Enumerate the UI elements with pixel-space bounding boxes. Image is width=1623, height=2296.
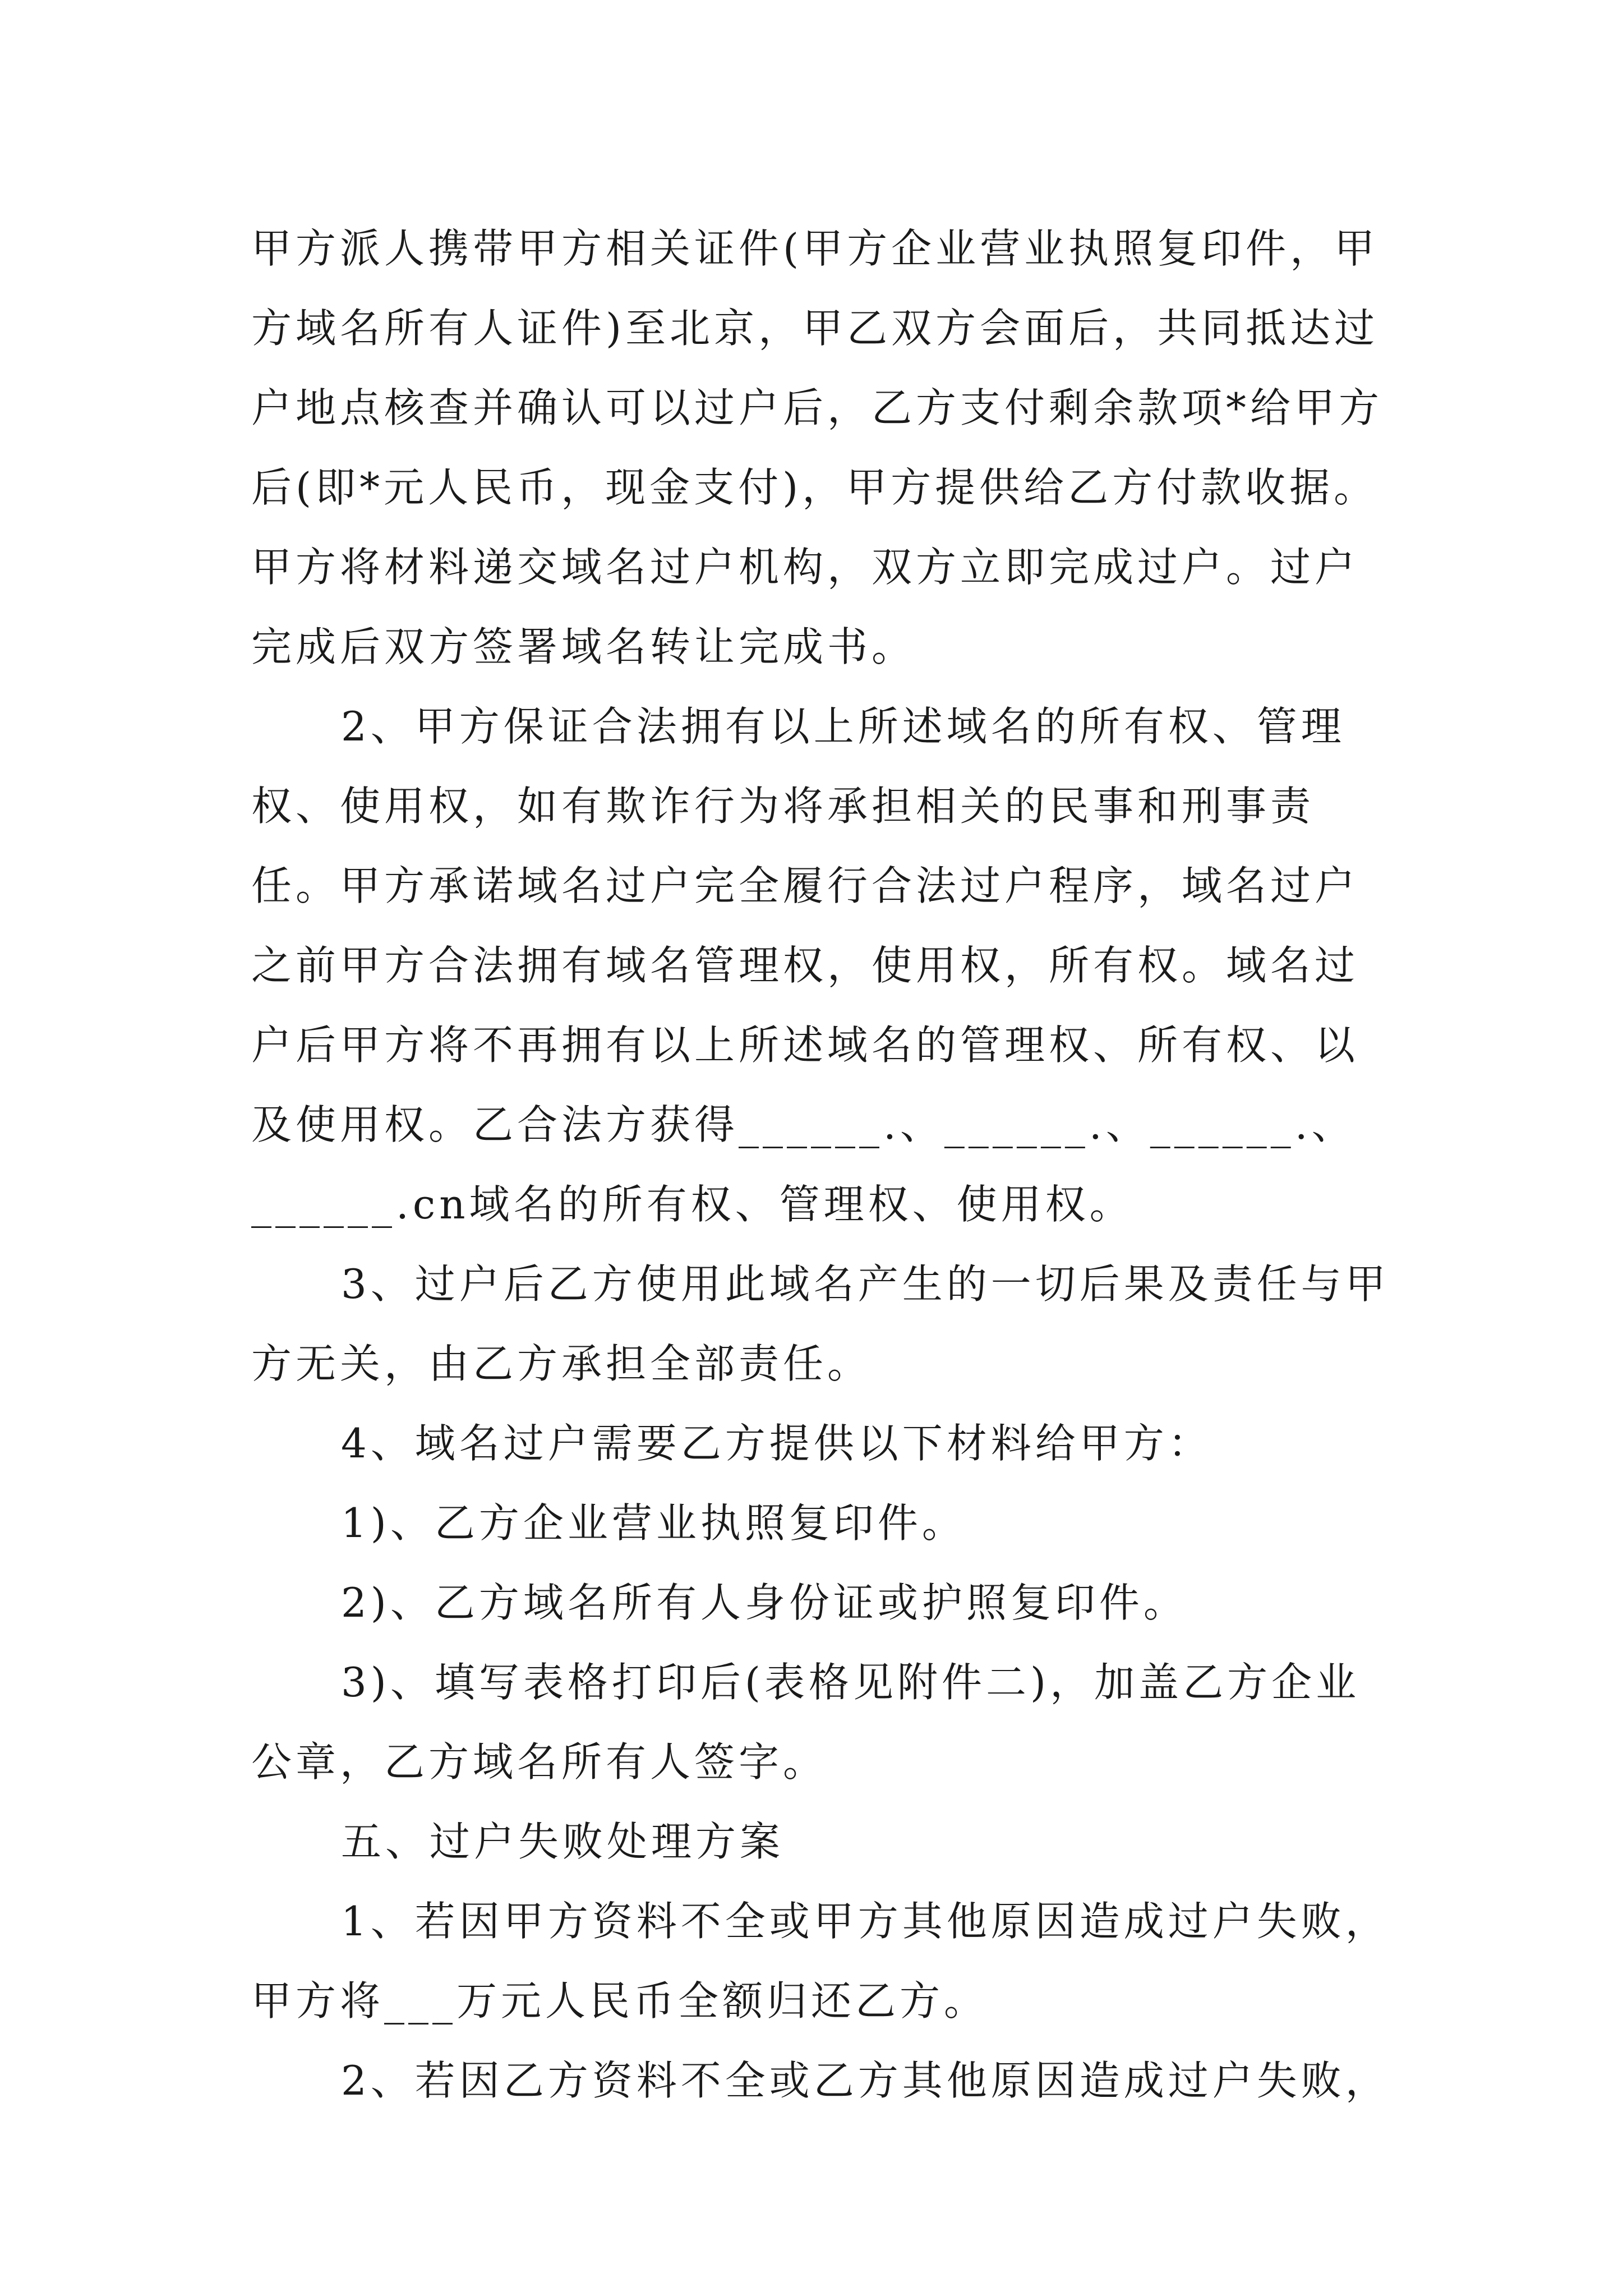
paragraph-failure-clause-1: 1、若因甲方资料不全或甲方其他原因造成过户失败，甲方将___万元人民币全额归还乙方。 bbox=[251, 1898, 1390, 2024]
paragraph-failure-clause-2: 2、若因乙方资料不全或乙方其他原因造成过户失败， bbox=[341, 2057, 1390, 2104]
section-heading-failure-handling: 五、过户失败处理方案 bbox=[341, 1818, 785, 1865]
list-item-materials-1: 1)、乙方企业营业执照复印件。 bbox=[341, 1499, 966, 1547]
paragraph-transfer-process: 甲方派人携带甲方相关证件(甲方企业营业执照复印件，甲方域名所有人证件)至北京，甲乙双方会面后，共同抵达过户地点核查并确认可以过户后，乙方支付剩余款项*给甲方后(即*元人民币，现金支付)，甲方提供给乙方付款收据。甲方将材料递交域名过户机构，双方立即完成过户。过户完成后双方签署域名转让完成书。 bbox=[251, 225, 1384, 670]
list-item-materials-3: 3)、填写表格打印后(表格见附件二)，加盖乙方企业公章，乙方域名所有人签字。 bbox=[251, 1659, 1361, 1786]
paragraph-clause-3-liability: 3、过户后乙方使用此域名产生的一切后果及责任与甲方无关，由乙方承担全部责任。 bbox=[251, 1260, 1390, 1387]
list-item-materials-2: 2)、乙方域名所有人身份证或护照复印件。 bbox=[341, 1579, 1188, 1626]
paragraph-clause-4-materials: 4、域名过户需要乙方提供以下材料给甲方： bbox=[341, 1420, 1212, 1467]
paragraph-clause-2-ownership-guarantee: 2、甲方保证合法拥有以上所述域名的所有权、管理权、使用权，如有欺诈行为将承担相关的民事和刑事责任。甲方承诺域名过户完全履行合法过户程序，域名过户之前甲方合法拥有域名管理权，使用权，所有权。域名过户后甲方将不再拥有以上所述域名的管理权、所有权、以及使用权。乙合法方获得______.、______.、______.、______.cn域名的所有权、管理权、使用权。 bbox=[251, 703, 1359, 1228]
document-body bbox=[251, 209, 1395, 2120]
